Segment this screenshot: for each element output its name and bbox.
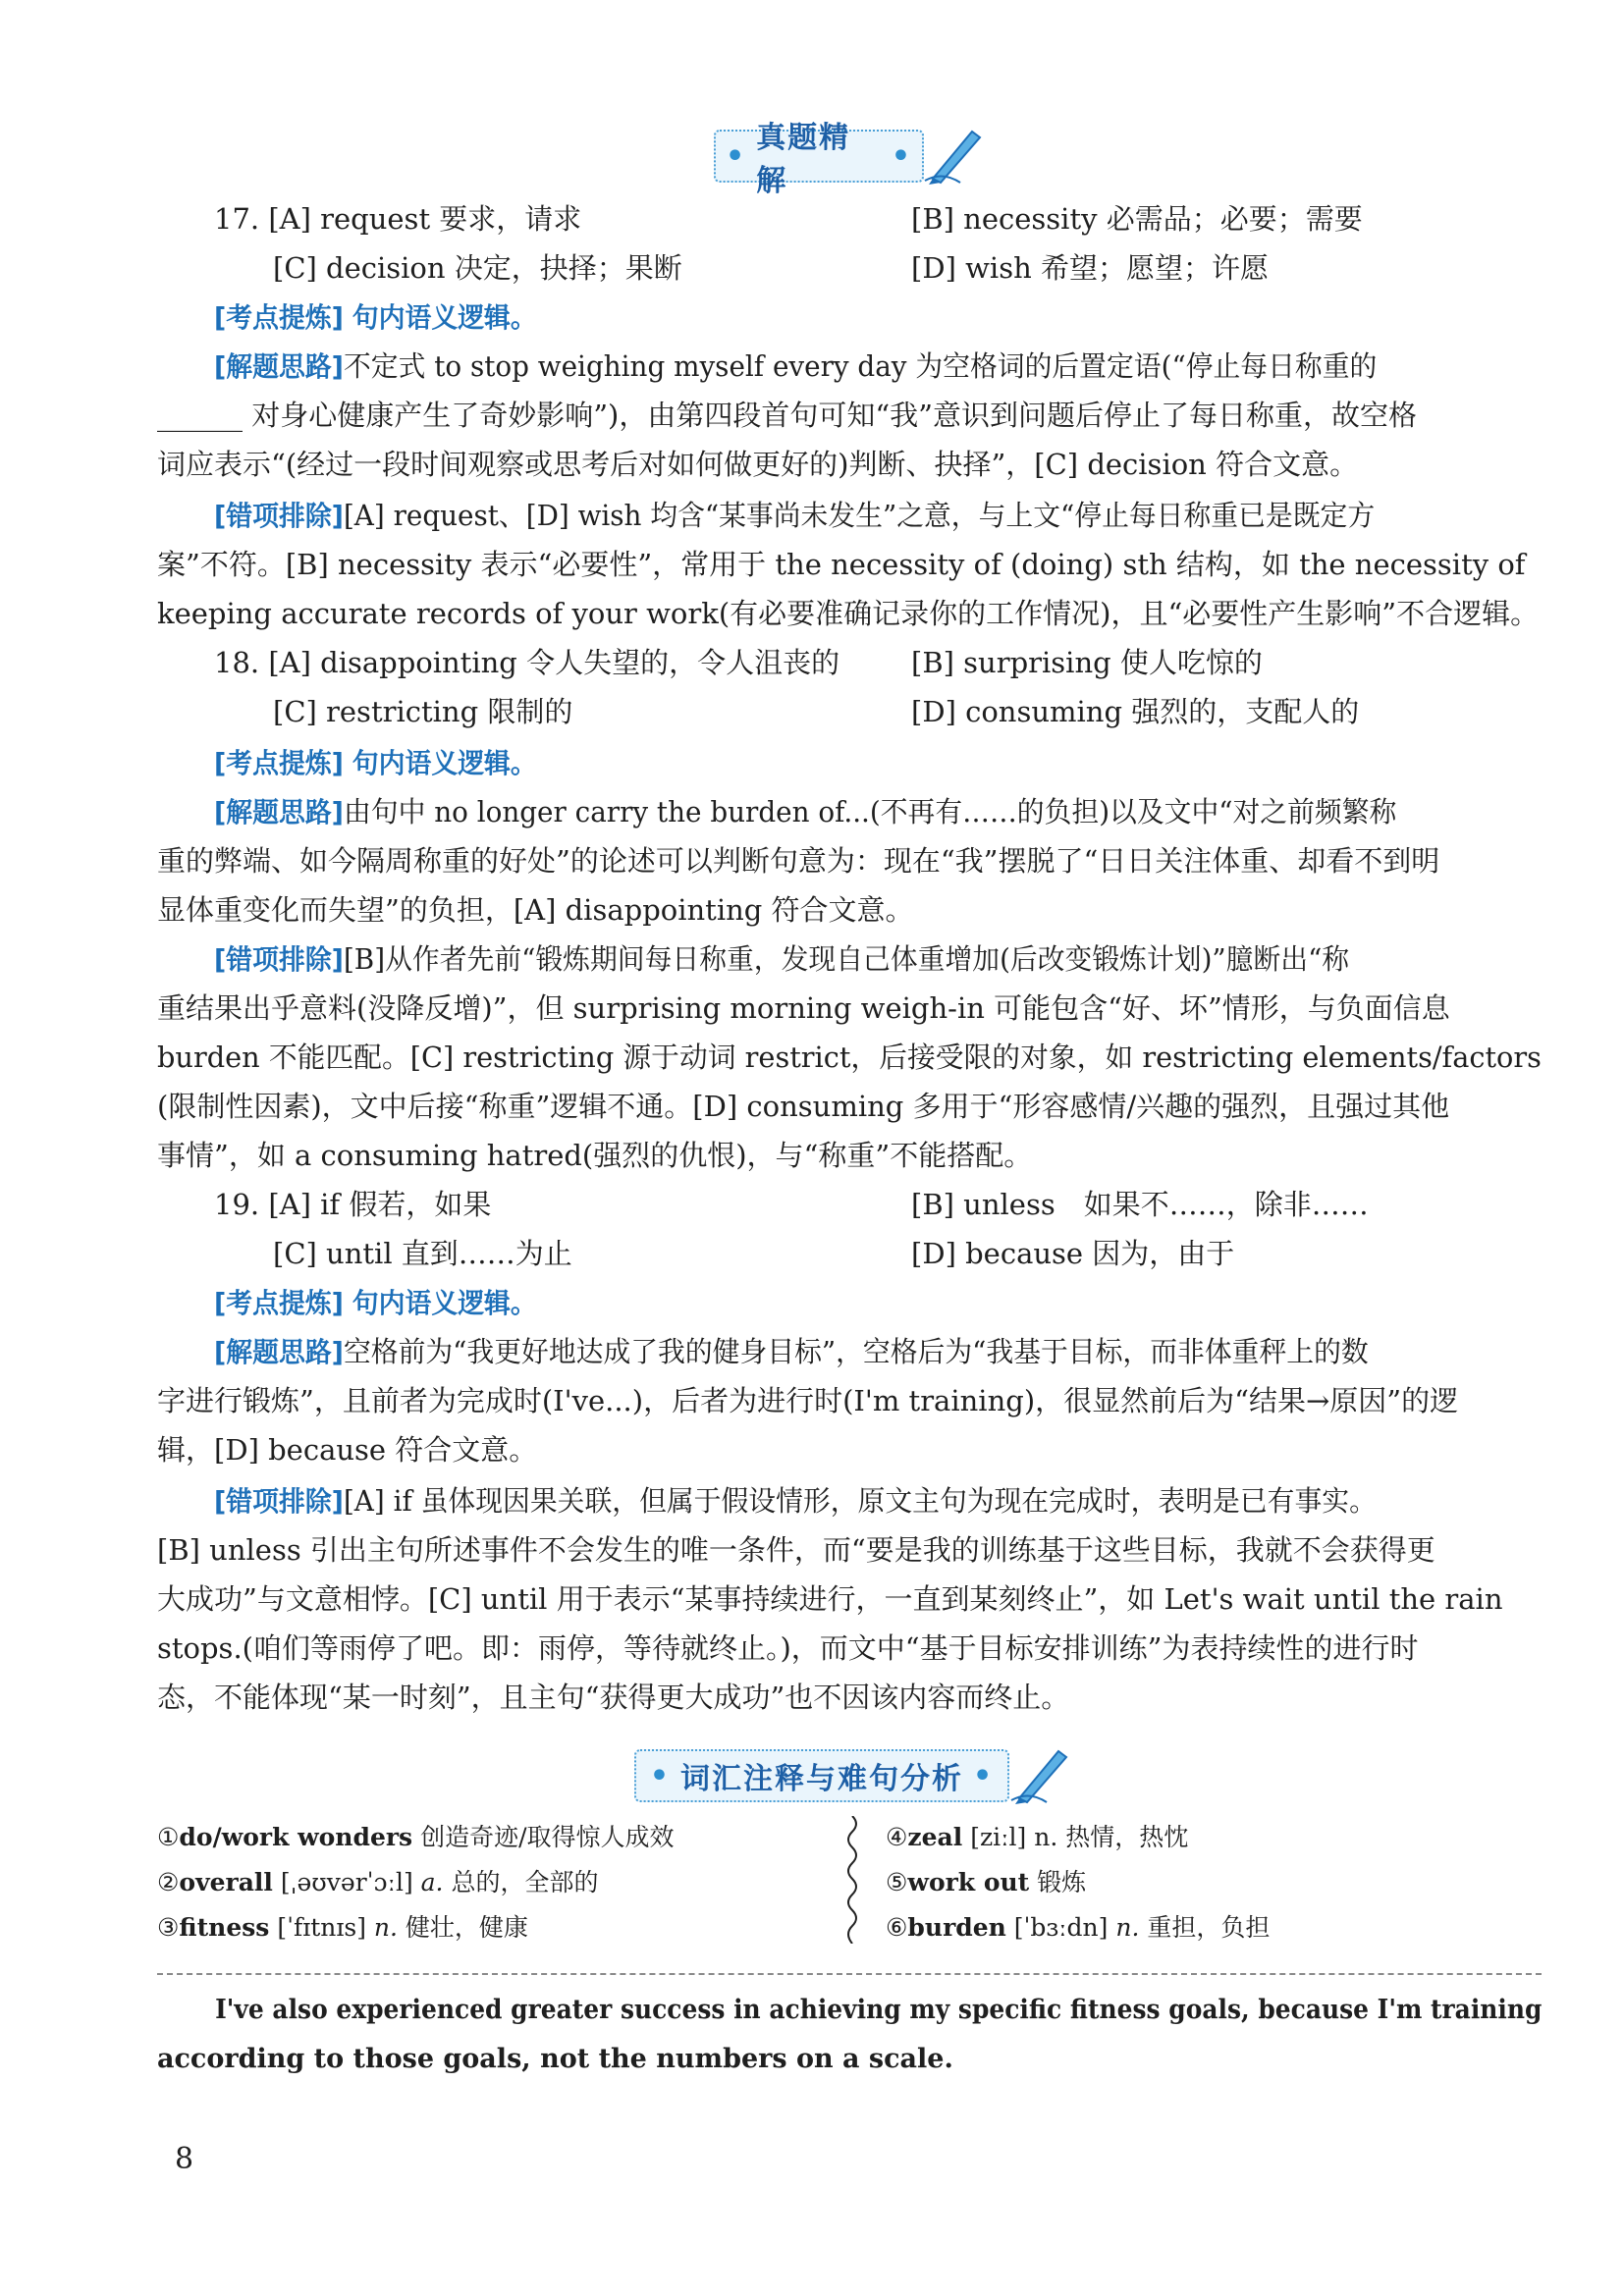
q18-key-point [214,738,1542,788]
exclusion-tag: [错项排除] [214,500,344,532]
q19-option-d: [D] because 因为，由于 [911,1237,1235,1270]
exclusion-text: [A] if 虽体现因果关联，但属于假设情形，原文主句为现在完成时，表明是已有事实。 [343,1484,1377,1518]
section-banner-vocabulary [634,1749,1009,1802]
exclusion-text: [A] request、[D] wish 均含“某事尚未发生”之意，与上文“停止每日称重已是既定方 [343,499,1376,532]
q18-exclusion-line: (限制性因素)，文中后接“称重”逻辑不通。[D] consuming 多用于“形容感情/兴趣的强烈，且强过其他 [157,1090,1450,1123]
section-banner-answers [714,121,924,198]
q18-option-d: [D] consuming 强烈的，支配人的 [911,695,1360,728]
q19-exclusion-line: 态，不能体现“某一时刻”，且主句“获得更大成功”也不因该内容而终止。 [157,1681,1070,1714]
bullet-dot-icon: • [726,138,747,174]
bullet-dot-icon: • [891,138,912,174]
vocab-term: fitness [179,1913,270,1942]
q18-exclusion-line: 事情”，如 a consuming hatred(强烈的仇恨)，与“称重”不能搭配。 [157,1139,1033,1172]
vocab-term: overall [179,1868,273,1896]
vocab-item [886,1863,1086,1902]
q18-option-b: [B] surprising 使人吃惊的 [911,646,1263,679]
q17-option-a: 17. [A] request 要求，请求 [214,202,582,236]
q19-option-b: [B] unless 如果不……，除非…… [911,1188,1369,1221]
vocab-definition: 总的，全部的 [451,1868,599,1896]
key-point-text: 句内语义逻辑。 [352,301,537,334]
banner-title: 词汇注释与难句分析 [680,1762,963,1796]
q19-exclusion-line [214,1476,1542,1526]
solution-text: 由句中 no longer carry the burden of...(不再有……的负担)以及文中“对之前频繁称 [343,795,1397,828]
vocab-definition: 创造奇迹/取得惊人成效 [420,1823,675,1851]
q17-option-d: [D] wish 希望；愿望；许愿 [911,251,1269,285]
q18-exclusion-line [214,934,1542,985]
exclusion-text: [B]从作者先前“锻炼期间每日称重，发现自己体重增加(后改变锻炼计划)”臆断出“称 [343,942,1350,976]
q19-exclusion-line: 大成功”与文意相悖。[C] until 用于表示“某事持续进行，一直到某刻终止”，如 Let's wait until the rain [157,1582,1503,1616]
vocab-pos: n. [1034,1823,1058,1851]
q17-exclusion-line: keeping accurate records of your work(有必要准确记录你的工作情况)，且“必要性产生影响”不合逻辑。 [157,597,1540,630]
q19-key-point [214,1278,1542,1328]
key-point-text: 句内语义逻辑。 [352,747,537,779]
pen-icon [1009,1741,1072,1806]
q18-exclusion-line: burden 不能匹配。[C] restricting 源于动词 restrict，后接受限的对象，如 restricting elements/factors [157,1041,1542,1074]
vocab-pos: n. [373,1913,398,1942]
q19-option-c: [C] until 直到……为止 [273,1237,572,1270]
dashed-divider [157,1973,1542,1975]
bullet-dot-icon: • [649,1758,671,1793]
vocab-item [157,1908,528,1948]
solution-tag: [解题思路] [214,350,344,383]
key-point-tag: [考点提炼] [214,301,344,334]
vocab-definition: 重担，负担 [1147,1913,1271,1942]
q19-exclusion-line: [B] unless 引出主句所述事件不会发生的唯一条件，而“要是我的训练基于这些目标，我就不会获得更 [157,1533,1435,1567]
vocab-phonetic: [ˈbɜːdn] [1013,1913,1109,1942]
q17-solution-line [214,342,1542,392]
q18-option-a: 18. [A] disappointing 令人失望的，令人沮丧的 [214,646,840,679]
vocab-number: ④ [886,1823,908,1851]
vocab-item [157,1818,675,1857]
q19-option-a: 19. [A] if 假若，如果 [214,1188,492,1221]
q18-exclusion-line: 重结果出乎意料(没降反增)”，但 surprising morning weigh-in 可能包含“好、坏”情形，与负面信息 [157,991,1450,1025]
q18-solution-line: 显体重变化而失望”的负担，[A] disappointing 符合文意。 [157,893,914,927]
q18-solution-line [214,787,1542,837]
q19-solution-line: 辑，[D] because 符合文意。 [157,1433,538,1467]
vocab-number: ⑥ [886,1913,908,1942]
q17-exclusion-line [214,491,1542,541]
vocab-number: ② [157,1868,180,1896]
vocab-item [157,1863,598,1902]
q19-solution-line: 字进行锻炼”，且前者为完成时(I've...)，后者为进行时(I'm training)，很显然前后为“结果→原因”的逻 [157,1384,1459,1417]
q18-solution-line: 重的弊端、如今隔周称重的好处”的论述可以判断句意为：现在“我”摆脱了“日日关注体重、却看不到明 [157,844,1440,878]
vocab-number: ③ [157,1913,180,1942]
q19-solution-line [214,1327,1542,1377]
vocab-term: do/work wonders [179,1823,413,1851]
vocab-phonetic: [ˌəʊvərˈɔːl] [280,1868,413,1896]
q17-option-c: [C] decision 决定，抉择；果断 [273,251,682,285]
q17-solution-line: 词应表示“(经过一段时间观察或思考后对如何做更好的)判断、抉择”，[C] decision 符合文意。 [157,448,1359,481]
wavy-divider [842,1816,862,1944]
q19-exclusion-line: stops.(咱们等雨停了吧。即：雨停，等待就终止。)，而文中“基于目标安排训练”为表持续性的进行时 [157,1631,1419,1665]
difficult-sentence-line: according to those goals, not the numbers on a scale. [157,2044,953,2074]
sentence-text: I've also experienced greater success in achieving my specific fitness goals, because I'm training [215,1995,1543,2025]
vocab-pos: n. [1115,1913,1140,1942]
bullet-dot-icon: • [973,1758,995,1793]
key-point-tag: [考点提炼] [214,1287,344,1319]
vocab-item [886,1818,1188,1857]
key-point-tag: [考点提炼] [214,747,344,779]
vocab-term: zeal [907,1823,963,1851]
q17-solution-line: ______ 对身心健康产生了奇妙影响”)，由第四段首句可知“我”意识到问题后停止了每日称重，故空格 [157,399,1418,432]
q17-option-b: [B] necessity 必需品；必要；需要 [911,202,1363,236]
pen-icon [923,122,986,187]
exclusion-tag: [错项排除] [214,1485,344,1518]
solution-tag: [解题思路] [214,796,344,828]
q18-option-c: [C] restricting 限制的 [273,695,573,728]
vocab-phonetic: [ziːl] [970,1823,1027,1851]
key-point-text: 句内语义逻辑。 [352,1287,537,1319]
vocab-number: ① [157,1823,180,1851]
banner-title: 真题精解 [756,121,851,198]
solution-text: 不定式 to stop weighing myself every day 为空格词的后置定语(“停止每日称重的 [343,349,1378,383]
vocab-definition: 锻炼 [1037,1868,1087,1896]
exclusion-tag: [错项排除] [214,943,344,976]
vocab-phonetic: [ˈfɪtnɪs] [277,1913,366,1942]
solution-text: 空格前为“我更好地达成了我的健身目标”，空格后为“我基于目标，而非体重秤上的数 [343,1335,1369,1368]
vocab-definition: 健壮，健康 [405,1913,528,1942]
vocab-item [886,1908,1270,1948]
q17-key-point [214,293,1542,343]
vocab-pos: a. [420,1868,444,1896]
vocab-term: burden [907,1913,1006,1942]
difficult-sentence-line [157,1987,1543,2034]
solution-tag: [解题思路] [214,1336,344,1368]
q17-exclusion-line: 案”不符。[B] necessity 表示“必要性”，常用于 the necessity of (doing) sth 结构，如 the necessity of [157,548,1526,581]
page-number: 8 [175,2142,194,2176]
vocab-definition: 热情，热忱 [1065,1823,1189,1851]
vocab-term: work out [907,1868,1030,1896]
vocab-number: ⑤ [886,1868,908,1896]
